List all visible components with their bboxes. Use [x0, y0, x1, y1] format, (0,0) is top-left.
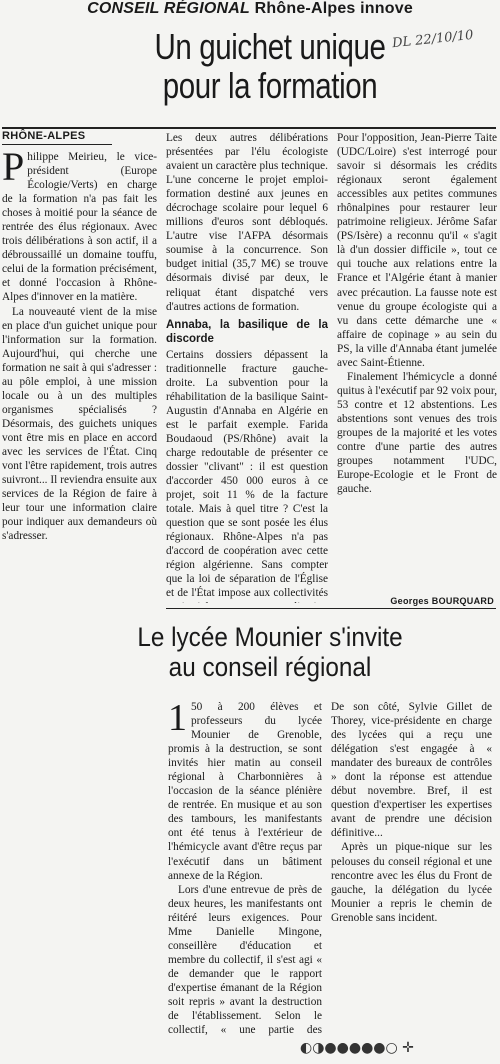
registration-marks-icon: ◐◑●●●●●○ ✛: [300, 1040, 414, 1056]
article1-paragraph6: Finalement l'hémicycle a donné quitus à l'exécutif par 92 voix pour, 53 contre et 12 abstentions. Les abstentions sont venues des trois groupes de la majorité et les votes contre d'une partie des autres groupes notamment l'UDC, Europe-Ecologie et le Front de gauche.: [337, 370, 497, 496]
article2-numcap: 1: [168, 700, 187, 739]
article2-column1: [168, 700, 322, 1036]
headline2-line1: Le lycée Mounier s'invite: [137, 622, 403, 652]
article1-paragraph1: hilippe Meirieu, le vice-président (Europe Écologie/Verts) en charge de la formation n'a pas fait les choses à moitié pour la séance de rentrée des élus régionaux. Avec trois délibérations à son actif, il a débroussaillé un domaine touffu, celui de la formation précisément, et donné l'occasion à Rhône-Alpes d'innover en la matière.: [2, 151, 157, 304]
article1-column3: [337, 131, 497, 603]
article1-column2: [166, 131, 328, 603]
article2-paragraph2: Lors d'une entrevue de près de deux heures, les manifestants ont réitéré leurs exigences. Pour Mme Danielle Mingone, conseillère d'éducation et membre du collectif, il s'est agi « de demander que le rapport d'expertise émanant de la Région soit repris » avant la destruction de l'établissement. Selon le collectif, « une partie des: [168, 883, 322, 1036]
headline2-line2: au conseil régional: [168, 652, 372, 682]
kicker: [0, 0, 500, 18]
article2-paragraph1: 50 à 200 élèves et professeurs du lycée Mounier de Grenoble, promis à la destruction, se sont invités hier matin au conseil régional à Charbonnières à l'occasion de la séance plénière de rentrée. En musique et au son des tambours, les manifestants ont été tenus à l'extérieur de l'hémicycle avant d'être reçus par l'exécutif dans un bâtiment annexe de la Région.: [168, 701, 322, 882]
article1-column1: [2, 150, 157, 578]
headline: [98, 27, 442, 105]
article1-subhead: Annaba, la basilique de la discorde: [166, 318, 328, 345]
article1-paragraph4: Certains dossiers dépassent la traditionnelle fracture gauche-droite. La subvention pour la réhabilitation de la basilique Saint-Augustin d'Annaba en Algérie en est le parfait exemple. Farida Boudaoud (PS/Rhône) avait la charge redoutable de présenter ce dossier "clivant" : il est question d'accorder 450 000 euros à ce projet, soit 11 % de la facture totale. Mais à quel titre ? C'est la question que se sont posée les élus régionaux. Rhône-Alpes n'a pas d'accord de coopération avec cette région algérienne. Sans compter que la loi de séparation de l'Église et de l'État impose aux collectivités: [166, 348, 328, 600]
headline-line2: pour la formation: [162, 65, 378, 106]
section-label: RHÔNE-ALPES: [2, 130, 86, 142]
article2-paragraph4: Après un pique-nique sur les pelouses du conseil régional et une rencontre avec les élus du Front de gauche, la délégation du lycée Mounier a repris le chemin de Grenoble sans incident.: [331, 841, 492, 924]
section-underline: [2, 144, 112, 145]
handwritten-note: DL 22/10/10: [391, 27, 475, 52]
article2-column2: [331, 700, 492, 1036]
headline2: [117, 622, 423, 682]
article1-paragraph5: Pour l'opposition, Jean-Pierre Taite (UDC/Loire) s'est interrogé pour savoir si désormais les crédits régionaux seront également accessibles aux petites communes rhônalpines pour restaurer leur patrimoine religieux. Jérôme Safar (PS/Isère) a reconnu qu'il « s'agit là d'un dossier difficile », tout ce qui touche aux relations entre la France et l'Algérie étant à manier avec précaution. La fausse note est venue du groupe écologiste qui a vu dans cette démarche une « affaire de copinage » au sein du PS, la ville d'Annaba étant jumelée avec Saint-Étienne.: [337, 132, 497, 369]
article1-byline: Georges BOURQUARD: [390, 596, 494, 606]
section-rule: [2, 127, 496, 129]
article-divider: [166, 608, 496, 609]
kicker-section: CONSEIL RÉGIONAL: [87, 0, 250, 17]
article1-dropcap: P: [2, 150, 25, 189]
article1-paragraph3: Les deux autres délibérations présentées par l'élu écologiste avaient un caractère plus technique. L'une concerne le projet emploi-formation destiné aux jeunes en décrochage scolaire pour lequel 6 millions d'euros sont débloqués. L'autre vise l'AFPA désormais soumise à la concurrence. Son budget initial (35,7 M€) se trouve désormais divisé par deux, le reliquat étant dispatché vers d'autres actions de formation.: [166, 132, 328, 313]
kicker-tagline: Rhône-Alpes innove: [254, 0, 413, 17]
headline-line1: Un guichet unique: [154, 26, 386, 67]
article2-paragraph3: De son côté, Sylvie Gillet de Thorey, vice-présidente en charge des lycées qui a reçu une délégation s'est engagée à « mandater des bureaux de contrôles » dont la réponse est attendue début novembre. Bref, il est question d'expertiser les expertises avant de prendre une décision définitive...: [331, 701, 492, 840]
article1-paragraph2: La nouveauté vient de la mise en place d'un guichet unique pour l'information sur la formation. Aujourd'hui, qui cherche une formation ne sait à qui s'adresser : au pôle emploi, à une mission locale ou à un des multiples organismes spécialisés ? Désormais, des guichets uniques vont être mis en place en accord avec les services de l'État. Cinq vont l'être rapidement, trois autres suivront... Il reviendra ensuite aux services de la Région de faire à leur tour une information claire pour indiquer aux demandeurs où s'adresser.: [2, 305, 157, 543]
